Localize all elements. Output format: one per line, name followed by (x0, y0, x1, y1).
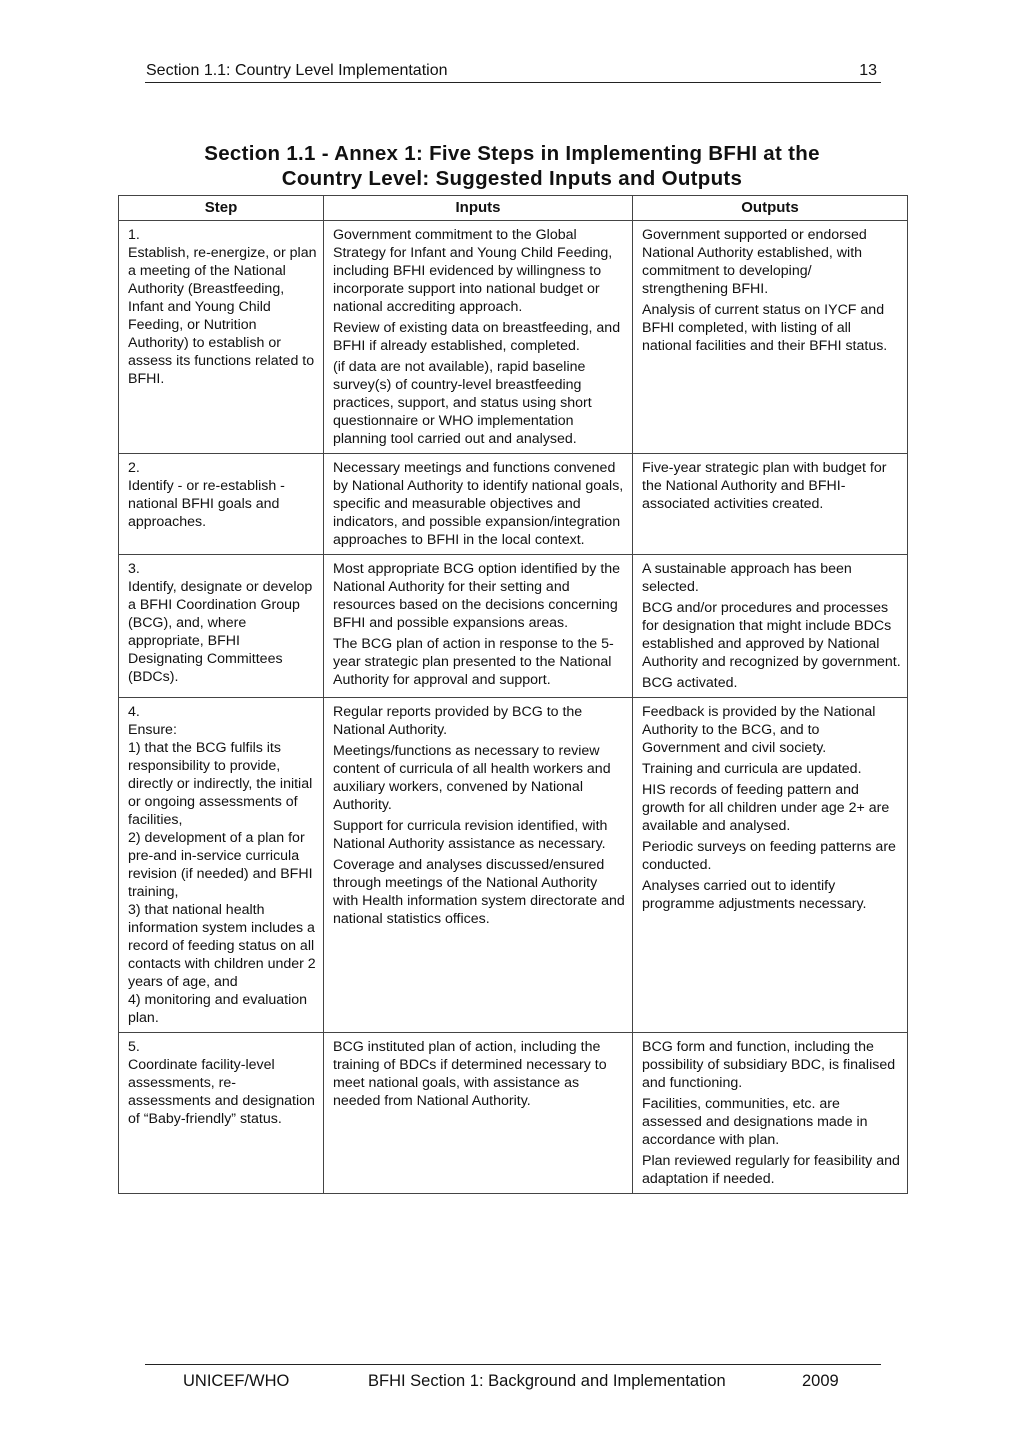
step-description: Coordinate facility-level assessments, re-assessments and designation of “Baby-friendly” status. (128, 1057, 315, 1127)
footer-document-title: BFHI Section 1: Background and Implementation (368, 1372, 726, 1390)
column-header-step: Step (119, 196, 324, 221)
table-row (119, 698, 908, 1033)
running-footer (145, 1364, 881, 1390)
inputs-paragraph: Government commitment to the Global Strategy for Infant and Young Child Feeding, including BFHI evidenced by willingness to incorporate support into national budget or national accrediting approach. (333, 227, 613, 315)
page-number: 13 (859, 62, 877, 79)
step-cell (119, 1033, 324, 1194)
step-cell (119, 221, 324, 454)
step-description: Identify, designate or develop a BFHI Coordination Group (BCG), and, where appropriate, BFHI Designating Committees (BDCs). (128, 579, 313, 685)
outputs-paragraph: BCG and/or procedures and processes for designation that might include BDCs established and approved by National Authority and recognized by government. (642, 600, 901, 670)
outputs-cell (633, 1033, 908, 1194)
step-cell (119, 555, 324, 698)
step-number: 5. (128, 1039, 140, 1055)
annex-title (118, 141, 906, 191)
inputs-paragraph: The BCG plan of action in response to the 5-year strategic plan presented to the National Authority for approval and support. (333, 636, 614, 688)
table-row (119, 555, 908, 698)
outputs-paragraph: Training and curricula are updated. (642, 761, 862, 777)
table-row (119, 1033, 908, 1194)
inputs-paragraph: (if data are not available), rapid baseline survey(s) of country-level breastfeeding practices, support, and status using short questionnaire or WHO implementation planning tool carried out and analysed. (333, 359, 592, 447)
step-number: 4. (128, 704, 140, 720)
outputs-cell (633, 454, 908, 555)
outputs-paragraph: Periodic surveys on feeding patterns are conducted. (642, 839, 896, 873)
inputs-cell (324, 1033, 633, 1194)
inputs-paragraph: Regular reports provided by BCG to the National Authority. (333, 704, 583, 738)
inputs-paragraph: Necessary meetings and functions convened by National Authority to identify national goals, specific and measurable objectives and indicators, and possible expansion/integration approaches to BFHI in the local context. (333, 460, 624, 548)
inputs-paragraph: Coverage and analyses discussed/ensured through meetings of the National Authority with Health information system directorate and national statistics offices. (333, 857, 625, 927)
inputs-paragraph: Review of existing data on breastfeeding, and BFHI if already established, completed. (333, 320, 621, 354)
outputs-cell (633, 221, 908, 454)
inputs-cell (324, 555, 633, 698)
inputs-paragraph: Most appropriate BCG option identified by the National Authority for their setting and resources based on the decisions concerning BFHI and possible expansions areas. (333, 561, 621, 631)
outputs-paragraph: BCG activated. (642, 675, 738, 691)
outputs-paragraph: A sustainable approach has been selected. (642, 561, 852, 595)
outputs-paragraph: Facilities, communities, etc. are assessed and designations made in accordance with plan. (642, 1096, 868, 1148)
step-cell (119, 698, 324, 1033)
column-header-inputs: Inputs (324, 196, 633, 221)
annex-title-line-1: Section 1.1 - Annex 1: Five Steps in Implementing BFHI at the (204, 142, 820, 165)
outputs-paragraph: Analyses carried out to identify programme adjustments necessary. (642, 878, 867, 912)
inputs-paragraph: Support for curricula revision identified, with National Authority assistance as necessary. (333, 818, 608, 852)
step-number: 1. (128, 227, 140, 243)
steps-table (118, 195, 908, 1194)
column-header-outputs: Outputs (633, 196, 908, 221)
table-row (119, 454, 908, 555)
section-header-text: Section 1.1: Country Level Implementation (146, 62, 448, 79)
table-row (119, 221, 908, 454)
table-header-row (119, 196, 908, 221)
footer-year: 2009 (802, 1372, 839, 1390)
outputs-cell (633, 555, 908, 698)
outputs-paragraph: Plan reviewed regularly for feasibility and adaptation if needed. (642, 1153, 900, 1187)
footer-organization: UNICEF/WHO (183, 1372, 290, 1390)
annex-title-line-2: Country Level: Suggested Inputs and Outputs (281, 167, 743, 190)
step-description: Identify - or re-establish - national BFHI goals and approaches. (128, 478, 285, 530)
inputs-paragraph: Meetings/functions as necessary to review content of curricula of all health workers and auxiliary workers, convened by National Authority. (333, 743, 611, 813)
step-cell (119, 454, 324, 555)
outputs-paragraph: Government supported or endorsed National Authority established, with commitment to developing/ strengthening BFHI. (642, 227, 867, 297)
outputs-cell (633, 698, 908, 1033)
step-description: Establish, re-energize, or plan a meeting of the National Authority (Breastfeeding, Infant and Young Child Feeding, or Nutrition Authority) to establish or assess its functions related to BFHI. (128, 245, 317, 387)
inputs-cell (324, 221, 633, 454)
outputs-paragraph: BCG form and function, including the possibility of subsidiary BDC, is finalised and functioning. (642, 1039, 896, 1091)
step-description: Ensure: 1) that the BCG fulfils its responsibility to provide, directly or indirectly, the initial or ongoing assessments of facilities, 2) development of a plan for pre-and in-service curricula revision (if needed) and BFHI training, 3) that national health information system includes a record of feeding status on all contacts with children under 2 years of age, and 4) monitoring and evaluation plan. (128, 722, 316, 1026)
step-number: 3. (128, 561, 140, 577)
outputs-paragraph: HIS records of feeding pattern and growth for all children under age 2+ are available and analysed. (642, 782, 890, 834)
running-header (145, 60, 881, 83)
outputs-paragraph: Five-year strategic plan with budget for the National Authority and BFHI-associated activities created. (642, 460, 887, 512)
inputs-paragraph: BCG instituted plan of action, including the training of BDCs if determined necessary to meet national goals, with assistance as needed from National Authority. (333, 1039, 607, 1109)
outputs-paragraph: Analysis of current status on IYCF and BFHI completed, with listing of all national facilities and their BFHI status. (642, 302, 888, 354)
inputs-cell (324, 454, 633, 555)
outputs-paragraph: Feedback is provided by the National Authority to the BCG, and to Government and civil society. (642, 704, 876, 756)
step-number: 2. (128, 460, 140, 476)
inputs-cell (324, 698, 633, 1033)
